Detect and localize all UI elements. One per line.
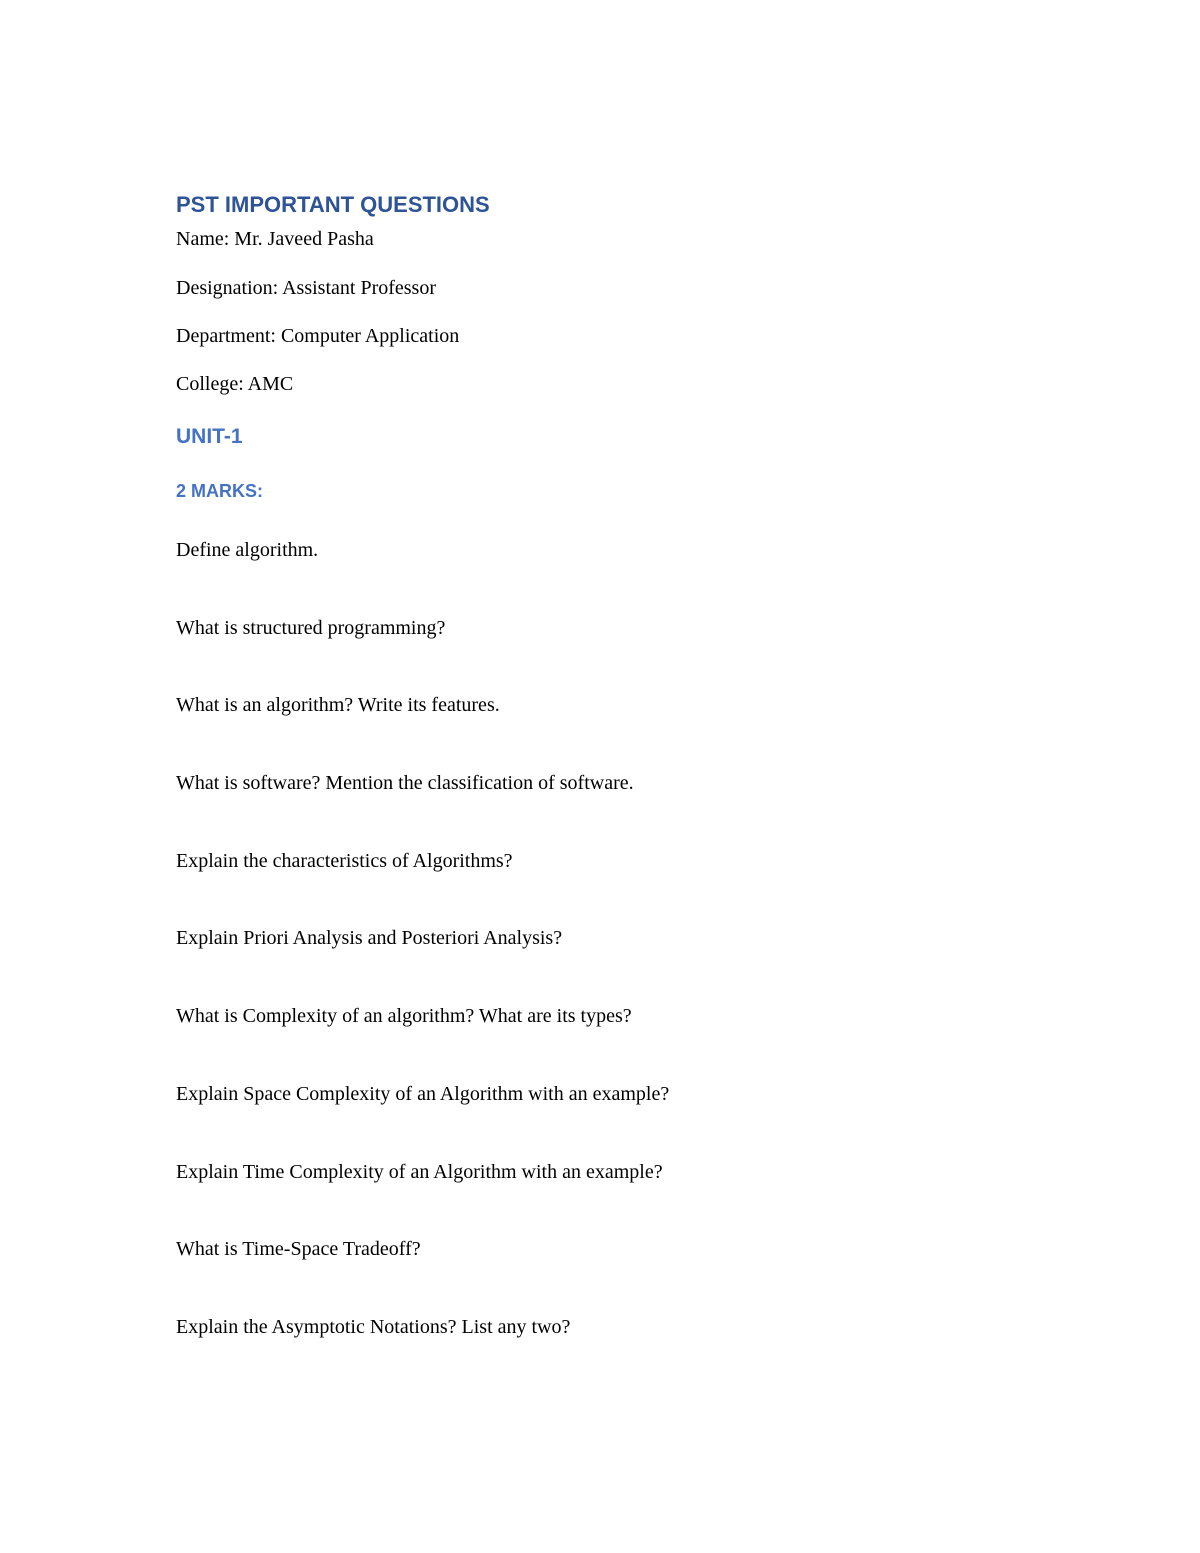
question-item: What is Time-Space Tradeoff? bbox=[176, 1238, 421, 1261]
designation-line: Designation: Assistant Professor bbox=[176, 277, 436, 299]
name-line: Name: Mr. Javeed Pasha bbox=[176, 228, 374, 250]
question-item: What is an algorithm? Write its features. bbox=[176, 694, 500, 717]
marks-heading: 2 MARKS: bbox=[176, 481, 264, 501]
unit-heading: UNIT-1 bbox=[176, 425, 243, 448]
question-list bbox=[176, 538, 669, 1393]
department-line: Department: Computer Application bbox=[176, 325, 460, 347]
question-item: Explain the characteristics of Algorithms? bbox=[176, 849, 513, 872]
question-item: Explain Priori Analysis and Posteriori Analysis? bbox=[176, 927, 563, 950]
document-title: PST IMPORTANT QUESTIONS bbox=[176, 192, 490, 217]
college-line: College: AMC bbox=[176, 373, 294, 395]
question-item: Define algorithm. bbox=[176, 539, 319, 561]
question-item: What is Complexity of an algorithm? What are its types? bbox=[176, 1005, 632, 1028]
question-item: What is structured programming? bbox=[176, 616, 446, 639]
question-item: Explain the Asymptotic Notations? List any two? bbox=[176, 1315, 571, 1338]
question-item: What is software? Mention the classification of software. bbox=[176, 772, 634, 795]
question-item: Explain Space Complexity of an Algorithm with an example? bbox=[176, 1082, 670, 1105]
question-item: Explain Time Complexity of an Algorithm with an example? bbox=[176, 1160, 663, 1183]
